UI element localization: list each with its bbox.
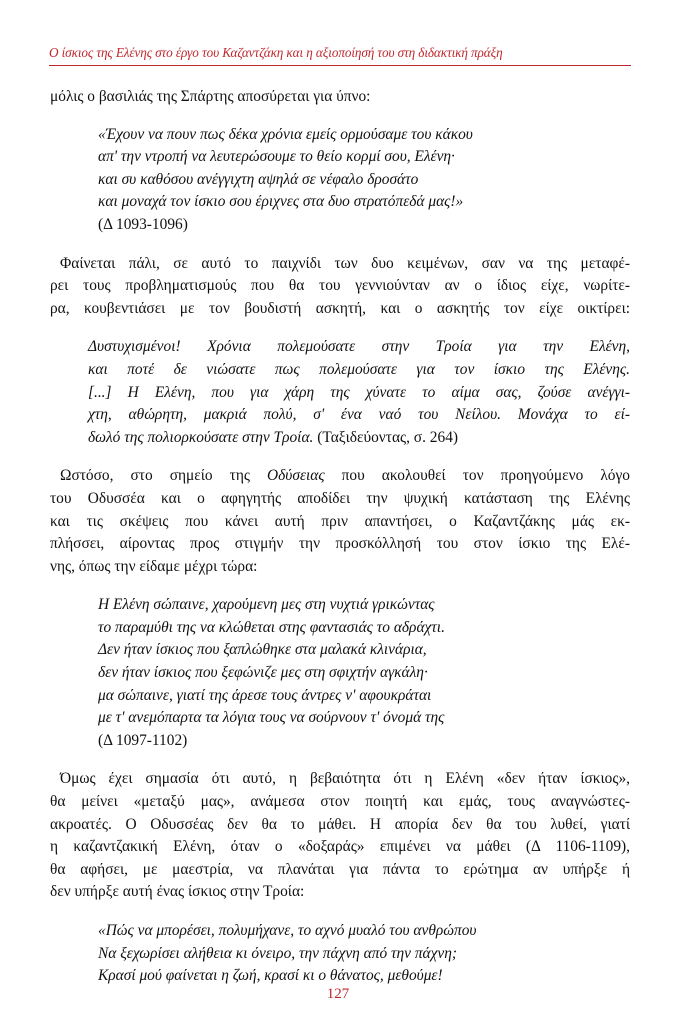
quote-line: [...] Η Ελένη, που για χάρη της χύνατε το αίμα σας, ζούσε ανέγγι-: [88, 383, 630, 401]
verse-reference: (Δ 1097-1102): [98, 731, 188, 749]
body-text: [50, 86, 630, 988]
page-number: 127: [326, 986, 350, 1002]
verse-line: «Πώς να μπορέσει, πολυμήχανε, το αχνό μυαλό του ανθρώπου: [98, 922, 477, 939]
verse-line: Να ξεχωρίσει αλήθεια κι όνειρο, την πάχνη από την πάχνη;: [98, 944, 457, 962]
work-title: Οδύσειας: [267, 467, 325, 485]
text-line: του Οδυσσέα και ο αφηγητής αποδίδει την ψυχική κατάσταση της Ελένης: [50, 489, 630, 507]
prose-quote-2: [88, 336, 630, 449]
verse-line: το παραμύθι της να κλώθεται στης φαντασιάς το αδράχτι.: [98, 618, 445, 636]
text-line: ακροατές. Ο Οδυσσέας δεν θα το μάθει. Η απορία δεν θα του λυθεί, γιατί: [50, 815, 630, 833]
verse-line: Κρασί μού φαίνεται η ζωή, κρασί κι ο θάνατος, μεθούμε!: [98, 967, 443, 985]
quote-line: χτη, αθώρητη, μακριά πολύ, σ' ένα ναό του Νείλου. Μονάχα το εί-: [88, 406, 630, 424]
paragraph-2: [50, 253, 630, 321]
text-line: θα αφήσει, με μαεστρία, να πλανάται για πάντα το ερώτημα αν υπήρξε ή: [50, 860, 630, 878]
text-line: δεν υπήρξε αυτή ένας ίσκιος στην Τροία:: [50, 883, 305, 901]
text-line: ρει τους προβληματισμούς που θα του γεννιούνταν αν ο ίδιος είχε, νωρίτε-: [50, 277, 630, 295]
verse-line: «Έχουν να πουν πως δέκα χρόνια εμείς ορμούσαμε του κάκου: [98, 125, 473, 143]
paragraph-1: μόλις ο βασιλιάς της Σπάρτης αποσύρεται για ύπνο:: [50, 88, 371, 105]
text-line: ρα, κουβεντιάσει με τον βουδιστή ασκητή, και ο ασκητής τον είχε οικτίρει:: [50, 299, 630, 317]
text-line: πλήσσει, αίροντας προς στιγμήν την προσκόλλησή του στον ίσκιο της Ελέ-: [50, 535, 630, 553]
verse-line: και μοναχά τον ίσκιο σου έριχνες στα δυο στρατόπεδά μας!»: [98, 193, 464, 211]
verse-line: δεν ήταν ίσκιος που ξεφώνιζε μες στη σφιχτήν αγκάλη·: [98, 664, 428, 682]
verse-line: απ' την ντροπή να λευτερώσουμε το θείο κορμί σου, Ελένη·: [98, 148, 455, 166]
verse-line: μα σώπαινε, γιατί της άρεσε τους άντρες ν' αφουκράται: [98, 686, 432, 704]
verse-quote-1: [98, 124, 630, 237]
verse-line: και συ καθόσου ανέγγιχτη αψηλά σε νέφαλο δροσάτο: [98, 170, 419, 188]
quote-reference: (Ταξιδεύοντας, σ. 264): [317, 428, 459, 446]
quote-line: και ποτέ δε νιώσατε πως πολεμούσατε για τον ίσκιο της Ελένης.: [88, 360, 630, 378]
text-line: νης, όπως την είδαμε μέχρι τώρα:: [50, 557, 258, 575]
text-line: Φαίνεται πάλι, σε αυτό το παιχνίδι των δυο κειμένων, σαν να της μεταφέ-: [60, 254, 630, 272]
text-line: η καζαντζακική Ελένη, όταν ο «δοξαράς» επιμένει να μάθει (Δ 1106-1109),: [50, 838, 630, 856]
verse-quote-4: [98, 920, 630, 988]
text-line: και τις σκέψεις που κάνει αυτή πριν απαντήσει, ο Καζαντζάκης μάς εκ-: [50, 512, 630, 530]
verse-line: Δεν ήταν ίσκιος που ξαπλώθηκε στα μαλακά κλινάρια,: [98, 641, 427, 659]
verse-quote-3: [98, 594, 630, 752]
verse-line: με τ' ανεμόπαρτα τα λόγια τους να σούρνουν τ' όνομά της: [98, 709, 445, 727]
quote-line: Δυστυχισμένοι! Χρόνια πολεμούσατε στην Τροία για την Ελένη,: [88, 338, 630, 356]
paragraph-3: [50, 465, 630, 578]
quote-line: δωλό της πολιορκούσατε στην Τροία. (Ταξιδεύοντας, σ. 264): [88, 428, 459, 446]
text-line: Όμως έχει σημασία ότι αυτό, η βεβαιότητα ότι η Ελένη «δεν ήταν ίσκιος»,: [60, 770, 630, 788]
verse-reference: (Δ 1093-1096): [98, 215, 188, 233]
text-line: Ωστόσο, στο σημείο της Οδύσειας που ακολουθεί τον προηγούμενο λόγο: [60, 467, 630, 485]
running-head: Ο ίσκιος της Ελένης στο έργο του Καζαντζάκη και η αξιοποίησή του στη διδακτική πράξη: [49, 45, 503, 60]
header-rule: [49, 65, 631, 66]
paragraph-4: [50, 768, 630, 904]
verse-line: Η Ελένη σώπαινε, χαρούμενη μες στη νυχτιά γρικώντας: [98, 596, 435, 614]
text-line: θα μείνει «μεταξύ μας», ανάμεσα στον ποιητή και εμάς, τους αναγνώστες-: [50, 793, 630, 811]
